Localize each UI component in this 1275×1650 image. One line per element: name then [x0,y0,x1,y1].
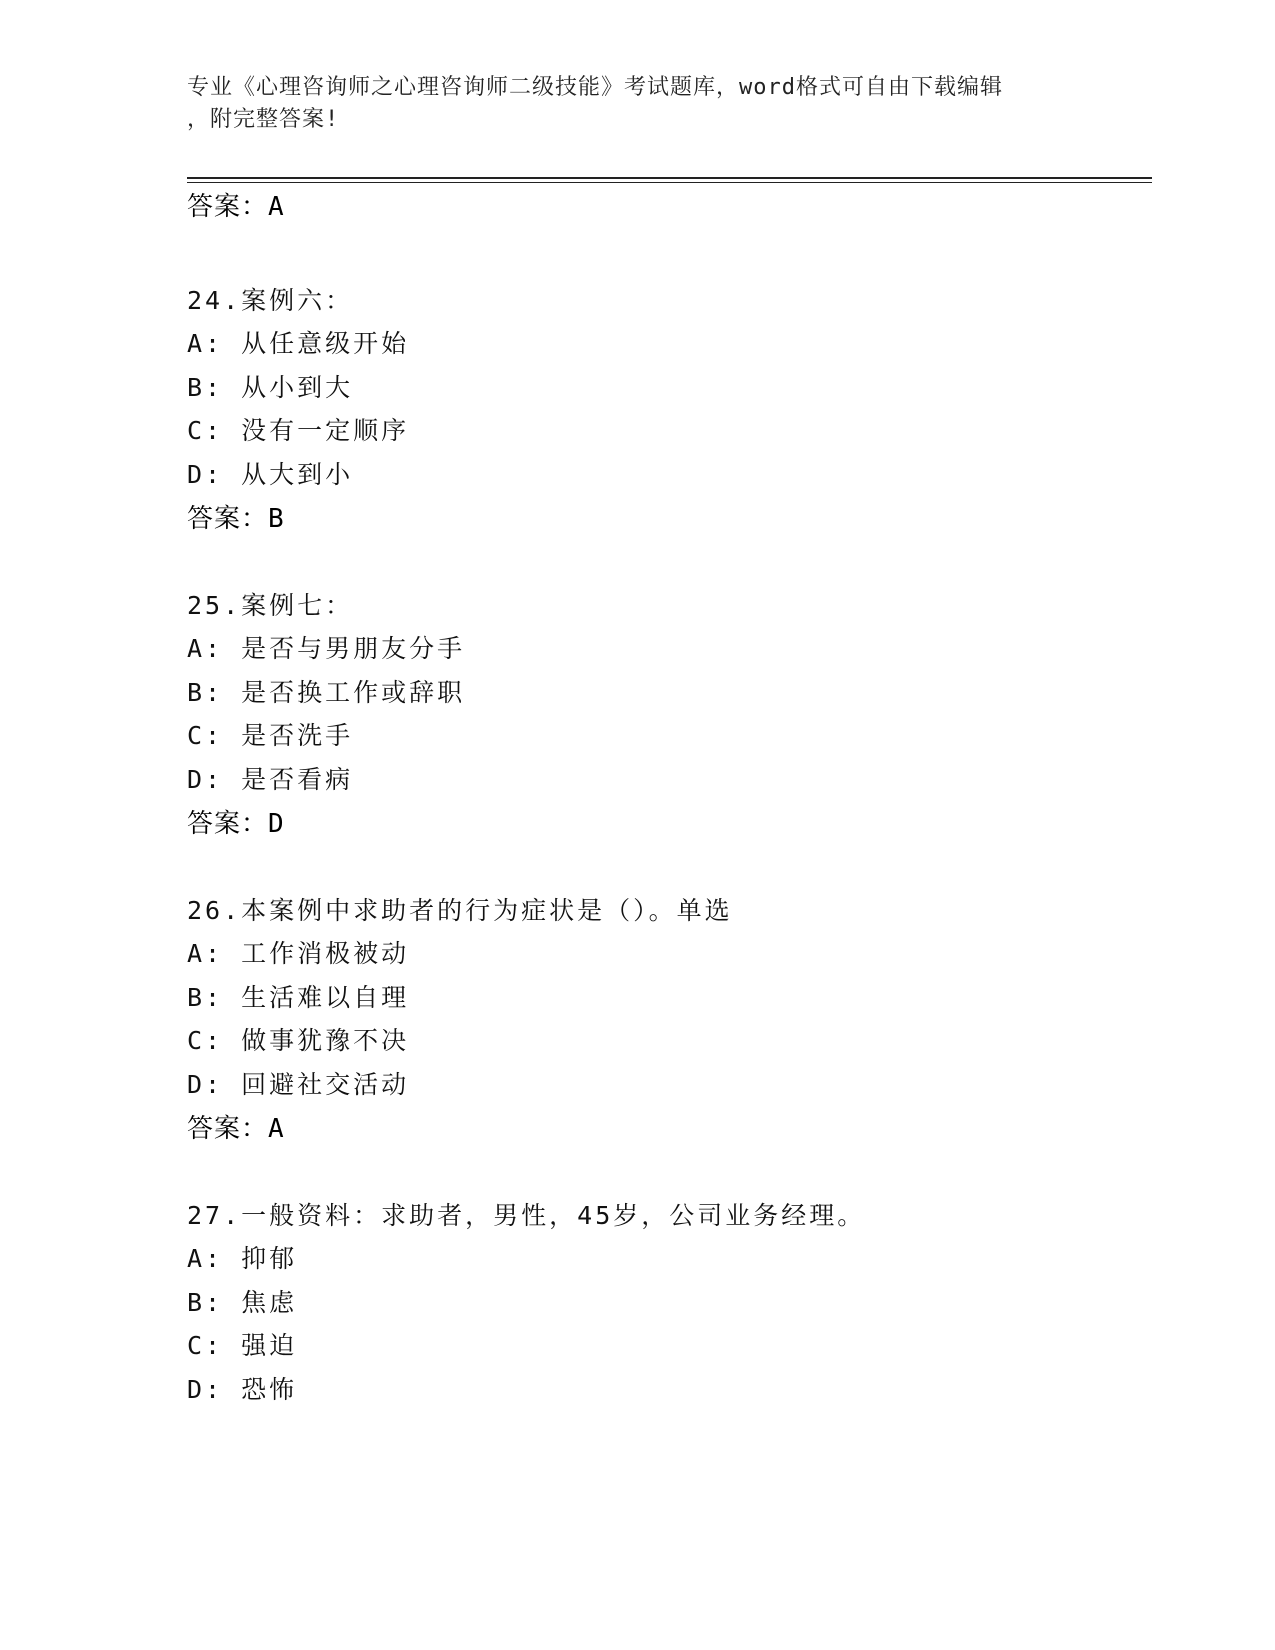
question-27-option-d: D: 恐怖 [187,1375,298,1404]
question-24-option-b: B: 从小到大 [187,373,354,402]
question-25-option-a: A: 是否与男朋友分手 [187,634,466,663]
document-header [187,72,1067,136]
question-25-answer [187,807,285,841]
answer-line [187,190,285,224]
question-26-option-b: B: 生活难以自理 [187,983,410,1012]
question-24-answer [187,502,285,536]
answer-label: 答案： [187,809,269,839]
answer-value: A [268,1114,285,1144]
answer-value: A [268,192,285,222]
header-line-1: 专业《心理咨询师之心理咨询师二级技能》考试题库，word格式可自由下载编辑 [187,75,1003,100]
question-26-option-a: A: 工作消极被动 [187,939,410,968]
answer-label: 答案： [187,1114,269,1144]
header-divider-thin [187,182,1152,183]
question-26-answer [187,1112,285,1146]
question-25-title: 25.案例七： [187,591,354,620]
header-line-2: ，附完整答案! [187,107,340,132]
question-26-title: 26.本案例中求助者的行为症状是（）。单选 [187,896,733,925]
question-26-option-d: D: 回避社交活动 [187,1070,410,1099]
question-27-title: 27.一般资料：求助者，男性，45岁，公司业务经理。 [187,1201,866,1230]
answer-value: B [268,504,285,534]
question-25-option-b: B: 是否换工作或辞职 [187,678,466,707]
question-27-option-a: A: 抑郁 [187,1244,298,1273]
answer-value: D [268,809,285,839]
question-25-option-c: C: 是否洗手 [187,721,354,750]
question-25-option-d: D: 是否看病 [187,765,354,794]
answer-label: 答案： [187,192,269,222]
header-divider-thick [187,177,1152,179]
question-26-option-c: C: 做事犹豫不决 [187,1026,410,1055]
question-27-option-b: B: 焦虑 [187,1288,298,1317]
question-27-option-c: C: 强迫 [187,1331,298,1360]
answer-label: 答案： [187,504,269,534]
question-24-option-c: C: 没有一定顺序 [187,416,410,445]
question-24-option-d: D: 从大到小 [187,460,354,489]
question-24-title: 24.案例六： [187,286,354,315]
question-24-option-a: A: 从任意级开始 [187,329,410,358]
